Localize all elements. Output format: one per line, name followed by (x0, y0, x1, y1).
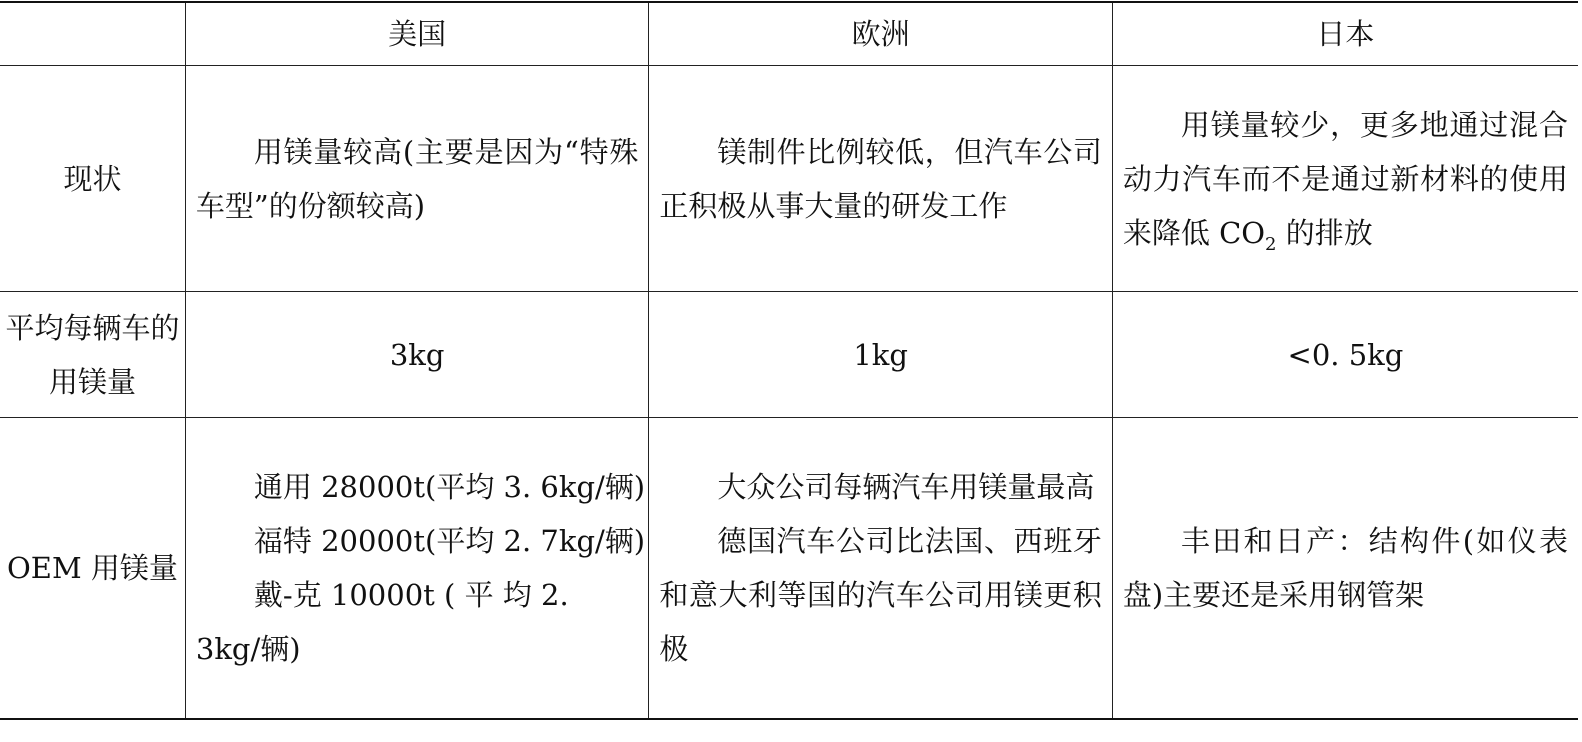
cell-text: 镁制件比例较低，但汽车公司正积极从事大量的研发工作 (659, 134, 1102, 223)
magnesium-usage-table (0, 1, 1578, 720)
cell-oem-japan (1112, 418, 1578, 720)
cell-oem-europe (649, 418, 1112, 720)
row-header-oem: OEM 用镁量 (0, 418, 185, 720)
row-header-average: 平均每辆车的用镁量 (0, 292, 185, 418)
table-row-status (0, 66, 1578, 292)
table-row-average (0, 292, 1578, 418)
cell-text (1123, 98, 1568, 260)
header-row (0, 2, 1578, 66)
oem-line-toyota-nissan: 丰田和日产：结构件(如仪表盘)主要还是采用钢管架 (1122, 524, 1568, 612)
oem-line-vw: 大众公司每辆汽车用镁量最高 (717, 470, 1095, 504)
cell-average-europe: 1kg (649, 292, 1112, 418)
oem-line-ford: 福特 20000t(平均 2. 7kg/辆) (253, 524, 646, 558)
row-header-status: 现状 (0, 66, 185, 292)
cell-average-usa: 3kg (185, 292, 648, 418)
subscript-2: 2 (1265, 233, 1277, 255)
cell-average-japan: <0. 5kg (1112, 292, 1578, 418)
oem-line-germany: 德国汽车公司比法国、西班牙和意大利等国的汽车公司用镁更积极 (659, 524, 1102, 666)
cell-text-after: 的排放 (1276, 215, 1373, 250)
cell-oem-usa (185, 418, 648, 720)
cell-status-europe (649, 66, 1112, 292)
cell-text: 用镁量较高(主要是因为“特殊车型”的份额较高) (195, 134, 639, 223)
cell-status-japan (1112, 66, 1578, 292)
cell-text-before: 用镁量较少，更多地通过混合动力汽车而不是通过新材料的使用来降低 CO (1122, 107, 1568, 250)
column-header-usa: 美国 (185, 2, 648, 66)
column-header-japan: 日本 (1112, 2, 1578, 66)
cell-status-usa (185, 66, 648, 292)
oem-line-gm: 通用 28000t(平均 3. 6kg/辆) (253, 470, 646, 504)
corner-header-cell (0, 2, 185, 66)
oem-line-daimler-chrysler: 戴-克 10000t ( 平 均 2. 3kg/辆) (195, 578, 569, 666)
column-header-europe: 欧洲 (649, 2, 1112, 66)
table-row-oem (0, 418, 1578, 720)
